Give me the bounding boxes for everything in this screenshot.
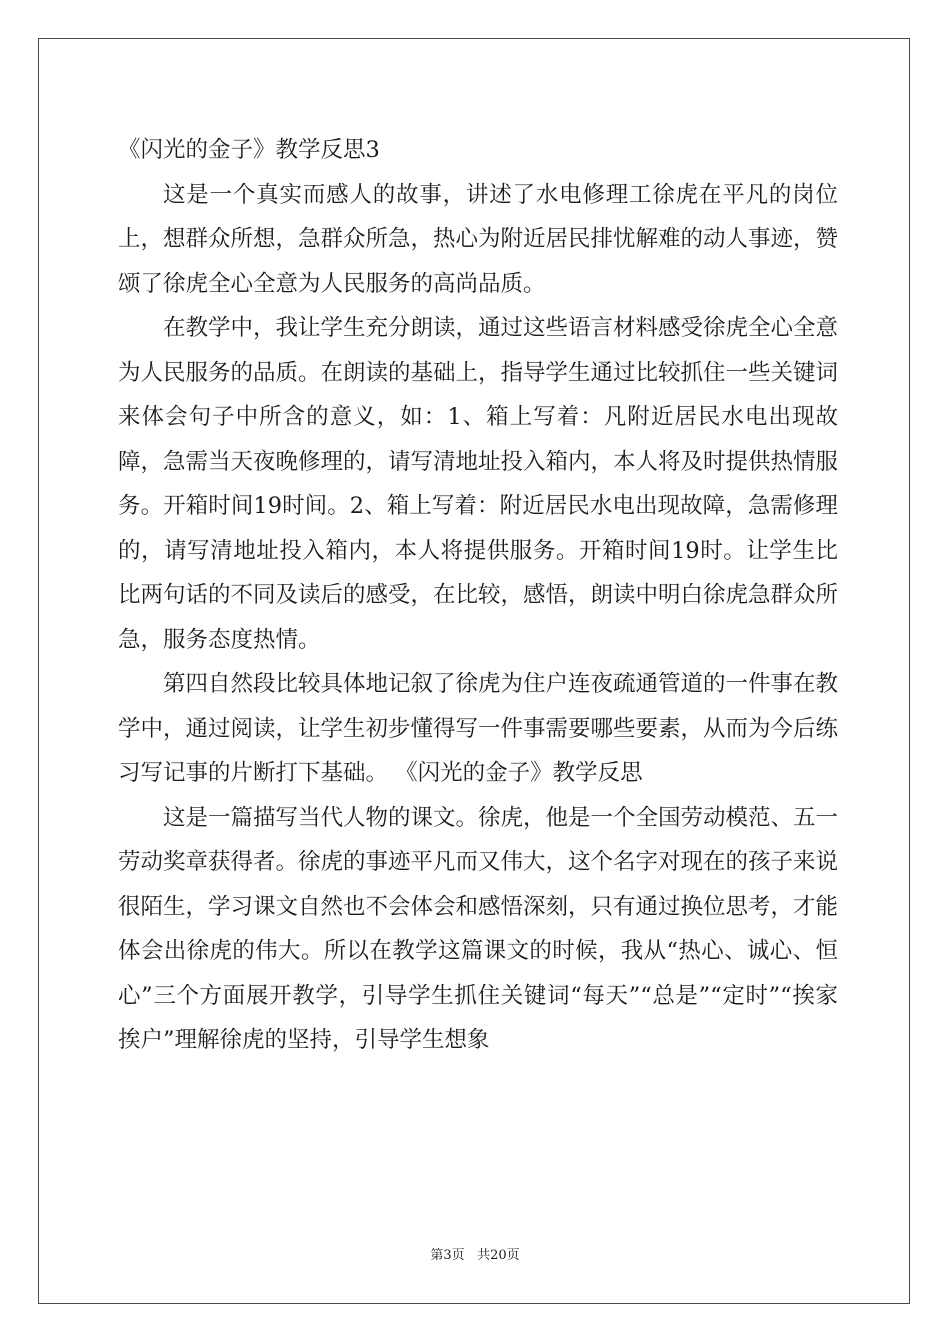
document-title: 《闪光的金子》教学反思3: [118, 137, 380, 163]
paragraph-1: 这是一个真实而感人的故事，讲述了水电修理工徐虎在平凡的岗位上，想群众所想，急群众所急，热心为附近居民排忧解难的动人事迹，赞颂了徐虎全心全意为人民服务的高尚品质。: [118, 181, 839, 297]
page-number: 第3页: [430, 1248, 465, 1263]
paragraph-2: 在教学中，我让学生充分朗读，通过这些语言材料感受徐虎全心全意为人民服务的品质。在朗读的基础上，指导学生通过比较抓住一些关键词来体会句子中所含的意义，如：1、箱上写着：凡附近居民水电出现故障，急需当天夜晚修理的，请写清地址投入箱内，本人将及时提供热情服务。开箱时间19时间。2、箱上写着：附近居民水电出现故障，急需修理的，请写清地址投入箱内，本人将提供服务。开箱时间19时。让学生比比两句话的不同及读后的感受，在比较，感悟，朗读中明白徐虎急群众所急，服务态度热情。: [118, 315, 839, 653]
document-body: [118, 128, 838, 1063]
page-footer: [0, 1244, 950, 1263]
paragraph-4: 这是一篇描写当代人物的课文。徐虎，他是一个全国劳动模范、五一劳动奖章获得者。徐虎的事迹平凡而又伟大，这个名字对现在的孩子来说很陌生，学习课文自然也不会体会和感悟深刻，只有通过换位思考，才能体会出徐虎的伟大。所以在教学这篇课文的时候，我从“热心、诚心、恒心”三个方面展开教学，引导学生抓住关键词“每天”“总是”“定时”“挨家挨户”理解徐虎的坚持，引导学生想象: [118, 804, 839, 1053]
total-pages: 共20页: [477, 1248, 520, 1263]
paragraph-3: 第四自然段比较具体地记叙了徐虎为住户连夜疏通管道的一件事在教学中，通过阅读，让学生初步懂得写一件事需要哪些要素，从而为今后练习写记事的片断打下基础。 《闪光的金子》教学反思: [118, 671, 839, 786]
